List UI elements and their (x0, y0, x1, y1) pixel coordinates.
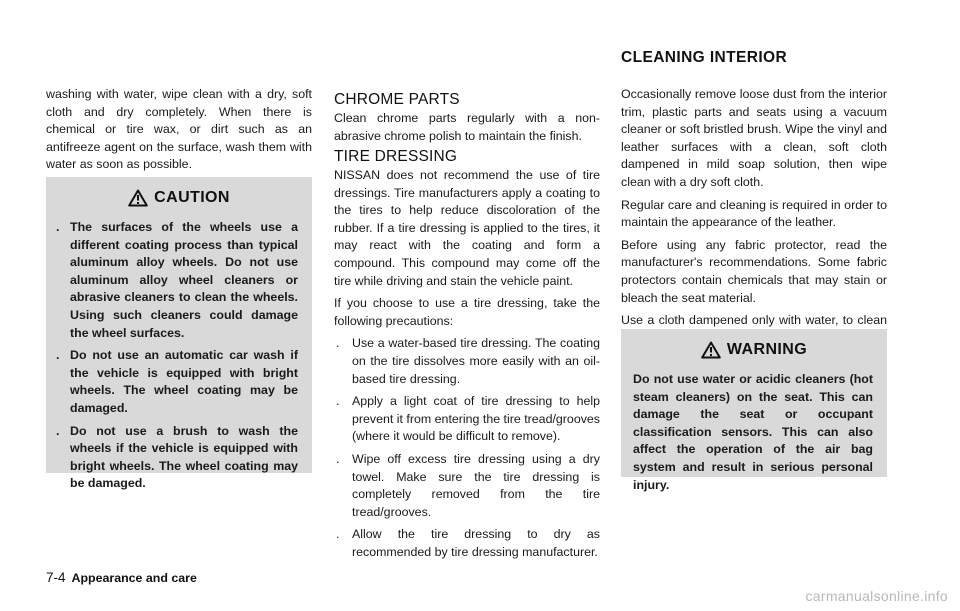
tire-dressing-bullet (334, 526, 600, 561)
caution-header (46, 189, 312, 207)
cleaning-interior-heading: CLEANING INTERIOR (621, 49, 788, 66)
warning-text: Do not use water or acidic cleaners (hot steam cleaners) on the seat. This can damage the seat or occupant classification sensors. This can also affect the operation of the air bag system and result in serious personal injury. (633, 372, 873, 492)
tire-dressing-paragraph: NISSAN does not recommend the use of tire dressings. Tire manufacturers apply a coating to the tires to help reduce discoloration of the rubber. If a tire dressing is applied to the tires, it may react with the coating and form a compound. This compound may come off the tire while driving and stain the vehicle paint. (334, 168, 600, 288)
interior-paragraph: Regular care and cleaning is required in order to maintain the appearance of the leather. (621, 197, 887, 230)
section-name: Appearance and care (71, 571, 197, 585)
caution-item (46, 347, 298, 417)
tire-dressing-bullet (334, 451, 600, 521)
caution-item (46, 423, 298, 493)
tire-dressing-paragraph: If you choose to use a tire dressing, take the following precautions: (334, 296, 600, 328)
warning-title: WARNING (726, 341, 808, 358)
bullet-text: Apply a light coat of tire dressing to help prevent it from entering the tire tread/grooves (where it would be difficult to remove). (352, 394, 600, 444)
intro-paragraph: washing with water, wipe clean with a dry, soft cloth and dry completely. When there is chemical or tire wax, or dirt such as an antifreeze agent on the surface, wash them with water as soon as possible. (46, 87, 312, 172)
bullet-dot: . (336, 394, 340, 409)
page-number: 7-4 (46, 570, 66, 585)
bullet-text: Allow the tire dressing to dry as recommended by tire dressing manufacturer. (352, 527, 600, 559)
bullet-text: Wipe off excess tire dressing using a dry towel. Make sure the tire dressing is completely removed from the tire tread/grooves. (352, 451, 600, 519)
bullet-dot: . (56, 348, 60, 363)
bullet-dot: . (56, 220, 60, 234)
warning-triangle-icon (128, 189, 148, 207)
chrome-parts-heading: CHROME PARTS (334, 91, 460, 108)
tire-dressing-bullet (334, 335, 600, 388)
interior-paragraph: Occasionally remove loose dust from the interior trim, plastic parts and seats using a vacuum cleaner or soft bristled brush. Wipe the vinyl and leather surfaces with a clean, soft cloth dampened in mild soap solution, then wipe clean with a dry soft cloth. (621, 87, 887, 189)
caution-item-text: Do not use an automatic car wash if the vehicle is equipped with bright wheels. The wheel coating may be damaged. (70, 348, 298, 415)
bullet-dot: . (336, 336, 340, 351)
caution-item (46, 219, 298, 342)
tire-dressing-bullet (334, 393, 600, 446)
bullet-text: Use a water-based tire dressing. The coating on the tire dissolves more easily with an oil-based tire dressing. (352, 336, 600, 386)
bullet-dot: . (336, 527, 340, 542)
interior-paragraph: Before using any fabric protector, read the manufacturer's recommendations. Some fabric protectors contain chemicals that may stain or bleach the seat material. (621, 237, 887, 305)
caution-title: CAUTION (154, 189, 230, 206)
chrome-parts-paragraph: Clean chrome parts regularly with a non-abrasive chrome polish to maintain the finish. (334, 111, 600, 143)
tire-dressing-heading: TIRE DRESSING (334, 148, 458, 165)
caution-box (46, 177, 312, 491)
page-footer (46, 570, 197, 585)
warning-triangle-icon (701, 341, 721, 359)
bullet-dot: . (56, 423, 60, 438)
warning-header (621, 341, 887, 359)
bullet-dot: . (336, 451, 340, 466)
interior-paragraph: Use a cloth dampened only with water, to clean (621, 313, 887, 328)
caution-item-text: The surfaces of the wheels use a different coating process than typical aluminum alloy wheels. Do not use aluminum alloy wheel cleaners or abrasive cleaners to clean the wheels. Using such cleaners could damage the wheel surfaces. (70, 220, 298, 340)
warning-box (621, 329, 887, 492)
watermark: carmanualsonline.info (805, 588, 948, 604)
caution-item-text: Do not use a brush to wash the wheels if the vehicle is equipped with bright wheels. The wheel coating may be damaged. (70, 423, 298, 491)
